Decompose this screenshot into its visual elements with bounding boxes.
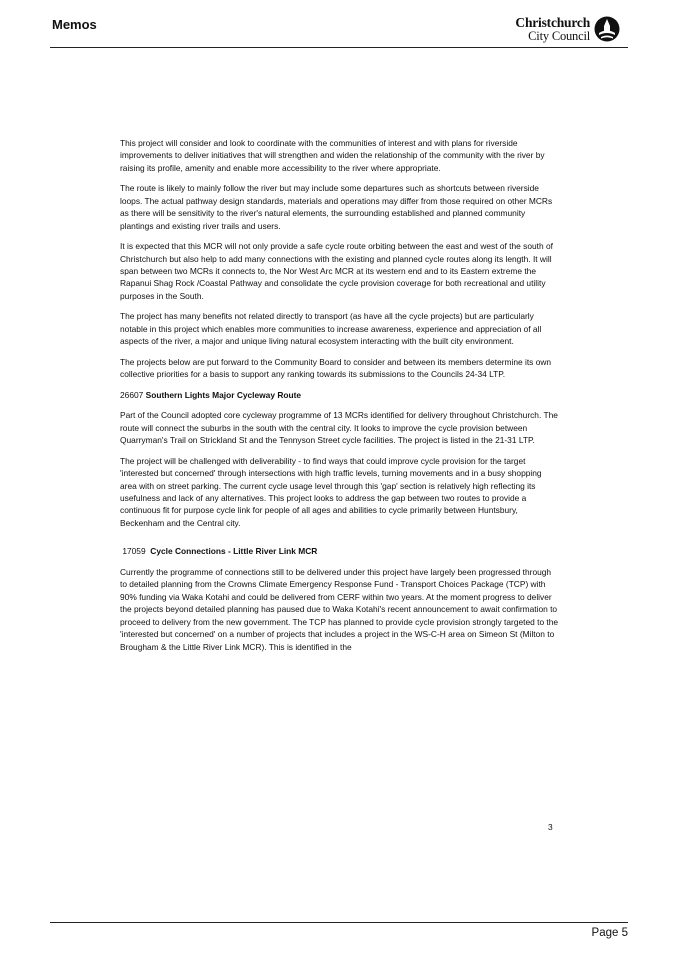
section-heading-southern-lights [120, 389, 560, 401]
cathedral-icon [594, 16, 620, 42]
section-title: Southern Lights Major Cycleway Route [145, 389, 302, 400]
section1-paragraph-2: The project will be challenged with deliverability - to find ways that could improve cycle provision for the target 'interested but concerned' through intersections with high traffic levels, turning movements and in a busy shopping area with on street parking. The current cycle usage level through this 'gap' section is relatively high reflecting its usefulness and lack of any alternatives. This project looks to address the gap between two routes to provide a continuous fit for purpose cycle link for people of all ages and abilities to cycle primarily between Huntsbury, Beckenham and the Central city. [120, 455, 542, 528]
section-heading-little-river-link [120, 545, 560, 557]
section1-paragraph-1: Part of the Council adopted core cycleway programme of 13 MCRs identified for delivery throughout Christchurch. The route will connect the suburbs in the south with the central city. It looks to improve the cycle provision between Quarryman's Trail on Strickland St and the Tennyson Street cycle facilities. The project is listed in the 21-31 LTP. [120, 410, 558, 446]
logo-line1: Christchurch [515, 15, 590, 30]
body-paragraph-4: The project has many benefits not related directly to transport (as have all the cycle projects) but are particularly notable in this project which enables more communities to increase awareness, experience and appreciation of all aspects of the river, a major and unique living natural ecosystem interacting with the built city environment. [120, 311, 542, 347]
section-title: Cycle Connections - Little River Link MCR [150, 546, 318, 557]
body-paragraph-3: It is expected that this MCR will not only provide a safe cycle route orbiting between the east and west of the south of Christchurch but also help to add many connections with the existing and planned cycle routes along its length. It will span between two MCRs it connects to, the Nor West Arc MCR at its western end and to its Eastern extreme the Rapanui Shag Rock /Coastal Pathway and consolidate the cycle provision coverage for both recreational and utility purposes in the South. [120, 241, 553, 301]
inner-page-number: 3 [548, 822, 553, 832]
section-number: 17059 [122, 546, 146, 557]
body-paragraph-1: This project will consider and look to coordinate with the communities of interest and with plans for riverside improvements to deliver initiatives that will strengthen and widen the relationship of the community with the river by raising its profile, amenity and enable more accessibility to the river where appropriate. [120, 138, 545, 173]
council-logo [496, 15, 620, 45]
memo-body [120, 137, 560, 661]
header-title: Memos [52, 17, 97, 32]
section-number: 26607 [120, 389, 144, 400]
header-divider [50, 47, 628, 48]
section2-paragraph-1: Currently the programme of connections still to be delivered under this project have largely been progressed through to detailed planning from the Crowns Climate Emergency Response Fund - Transport Choices Package (TCP) with 90% funding via Waka Kotahi and could be delivered from CERF within two years. At the moment progress to deliver the projects beyond detailed planning has paused due to Waka Kotahi's recent announcement to await confirmation to proceed to delivery from the new government. The TCP has planned to provide cycle provision strongly targeted to the 'interested but concerned' on a number of projects that includes a project in the WS-C-H area on Simeon St (Milton to Brougham & the Little River Link MCR). This is identified in the [120, 567, 559, 652]
footer-divider [50, 922, 628, 923]
footer-page-label: Page 5 [591, 927, 628, 939]
body-paragraph-5: The projects below are put forward to the Community Board to consider and between its members determine its own collective priorities for a basis to support any ranking towards its submissions to the Councils 24-34 LTP. [120, 356, 552, 380]
logo-line2: City Council [528, 29, 590, 43]
body-paragraph-2: The route is likely to mainly follow the river but may include some departures such as shortcuts between riverside loops. The actual pathway design standards, materials and operations may differ from those required on other MCRs as there will be sensitivity to the river's natural elements, the surrounding established and planned community plantings and existing river trails and users. [120, 183, 553, 231]
